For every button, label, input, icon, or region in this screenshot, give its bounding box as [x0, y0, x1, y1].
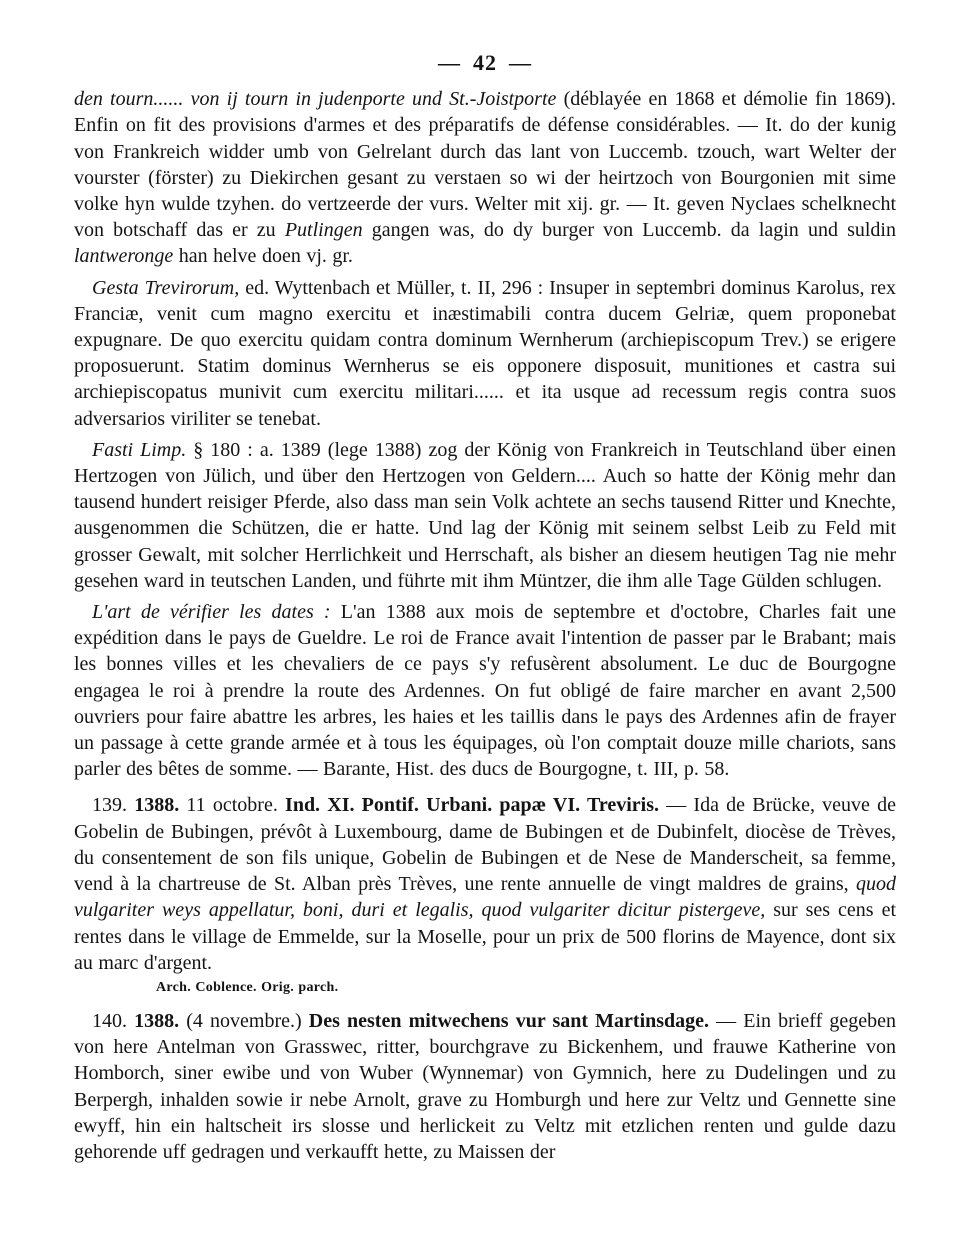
- entry-139-text-1: — Ida de Brücke, veuve de Gobelin de Bubingen, prévôt à Luxembourg, dame de Bubingen et de Dubinfelt, diocèse de Trèves, du consentement de son fils unique, Gobelin de Bubingen et de Nese de Manderscheit, sa femme, vend à la chartreuse de St. Alban près Trèves, une rente annuelle de vingt maldres de grains,: [74, 794, 897, 896]
- entry-140-year: 1388.: [134, 1009, 180, 1032]
- art-verifier-citation: L'art de vérifier les dates :: [92, 601, 331, 624]
- entry-139-number: 139.: [92, 794, 135, 817]
- p1-text-2: gangen was, do dy burger von Luccemb. da lagin und suldin: [362, 219, 896, 242]
- page-number: [74, 50, 896, 76]
- fasti-text: § 180 : a. 1389 (lege 1388) zog der König von Frankreich in Teutschland über einen Hertzogen von Jülich, und über den Hertzogen von Geldern.... Auch so hatte der König mehr dan tausend hundert reisiger Pferde, also dass man sein Volk achtete an sechs tausend Ritter und Knechte, ausgenommen die Schützen, die er hatte. Und lag der König mit seinem selbst Leib zu Feld mit grosser Gewalt, mit solcher Herrlichkeit und Herrschaft, als bisher an diesem heutigen Tag nie mehr gesehen ward in teutschen Landen, und führte mit ihm Müntzer, die ihm alle Tage Gülden schlugen.: [74, 438, 897, 592]
- page-number-dash-right: —: [509, 50, 532, 75]
- p1-italic-term: lantweronge: [74, 245, 174, 268]
- paragraph-gesta: [74, 275, 896, 432]
- entry-139-text-2: sur ses cens et rentes dans le village de Emmelde, sur la Moselle, pour un prix de 500 florins de Mayence, dont six au marc d'argent.: [74, 899, 897, 974]
- entry-140: [74, 1008, 896, 1165]
- entry-139-italic: quod vulgariter weys appellatur, boni, duri et legalis, quod vulgariter dicitur pistergeve,: [74, 873, 896, 922]
- p1-italic-place: Putlingen: [284, 219, 363, 242]
- document-page: [74, 50, 896, 1165]
- page-number-value: 42: [473, 50, 497, 75]
- entry-139-year: 1388.: [134, 794, 180, 817]
- p1-italic-quote: den tourn...... von ij tourn in judenporte und St.-Joistporte: [74, 88, 557, 111]
- entry-139-heading: Ind. XI. Pontif. Urbani. papæ VI. Treviris.: [285, 794, 660, 817]
- fasti-citation: Fasti Limp.: [92, 438, 187, 461]
- paragraph-fasti: [74, 437, 896, 594]
- entry-140-date: (4 novembre.): [179, 1009, 309, 1032]
- gesta-citation: Gesta Trevirorum,: [92, 276, 240, 299]
- paragraph-1: [74, 86, 896, 269]
- entry-140-number: 140.: [92, 1009, 135, 1032]
- entry-139-date: 11 octobre.: [179, 794, 286, 817]
- page-number-dash-left: —: [438, 50, 461, 75]
- paragraph-art-verifier: [74, 599, 896, 782]
- entry-139: [74, 792, 896, 975]
- p1-text-1: (déblayée en 1868 et démolie fin 1869). Enfin on fit des provisions d'armes et des préparatifs de défense considérables. — It. do der kunig von Frankreich widder umb von Gelrelant durch das lant von Luccemb. tzouch, wart Welter der vourster (förster) zu Diekirchen gesant zu verstaen so wi der heirtzoch von Bourgonien mit sime volke hyn wulde tzyhen. do vertzeerde der vurs. Welter mit xij. gr. — It. geven Nyclaes schelknecht von botschaff das er zu: [74, 88, 896, 242]
- entry-139-source: Arch. Coblence. Orig. parch.: [156, 979, 339, 995]
- art-verifier-text: L'an 1388 aux mois de septembre et d'octobre, Charles fait une expédition dans le pays de Gueldre. Le roi de France avait l'intention de passer par le Brabant; mais les bonnes villes et les chevaliers de ce pays s'y refusèrent absolument. Le duc de Bourgogne engagea le roi à prendre la route des Ardennes. On fut obligé de faire marcher en avant 2,500 ouvriers pour faire abattre les arbres, les haies et les taillis dans le pays des Ardennes afin de frayer un passage à cette grande armée et à tous les équipages, où l'on comptait douze mille chariots, sans parler des bêtes de somme. — Barante, Hist. des ducs de Bourgogne, t. III, p. 58.: [74, 601, 896, 781]
- p1-text-3: han helve doen vj. gr.: [173, 245, 353, 268]
- entry-140-text: — Ein brieff gegeben von here Antelman von Grasswec, ritter, bourchgrave zu Bickenhem, und frauwe Katherine von Homborch, siner ewibe und von Wuber (Wynnemar) von Gymnich, here zu Dudelingen und zu Berpergh, inhalden sowie ir nebe Arnolt, grave zu Homburgh und here zur Veltz und Gennette sine ewyff, hin ein haltscheit irs slosse und herlickeit zu Veltz mit etzlichen renten und gulde dazu gehorende uff gedragen und verkaufft hette, zu Maissen der: [74, 1009, 896, 1163]
- entry-140-heading: Des nesten mitwechens vur sant Martinsdage.: [308, 1009, 710, 1032]
- gesta-text: ed. Wyttenbach et Müller, t. II, 296 : Insuper in septembri dominus Karolus, rex Franciæ, venit cum magno exercitu et inæstimabili contra ducem Gelriæ, quem proponebat expugnare. De quo exercitu quidam contra dominum Wernherum (archiepiscopum Trev.) se erigere proposuerunt. Statim dominus Wernherus se eis opponere disposuit, munitiones et castra sui archiepiscopatus munivit cum exercitu militari...... et ita usque ad recessum regis contra suos adversarios viriliter se tenebat.: [74, 276, 896, 430]
